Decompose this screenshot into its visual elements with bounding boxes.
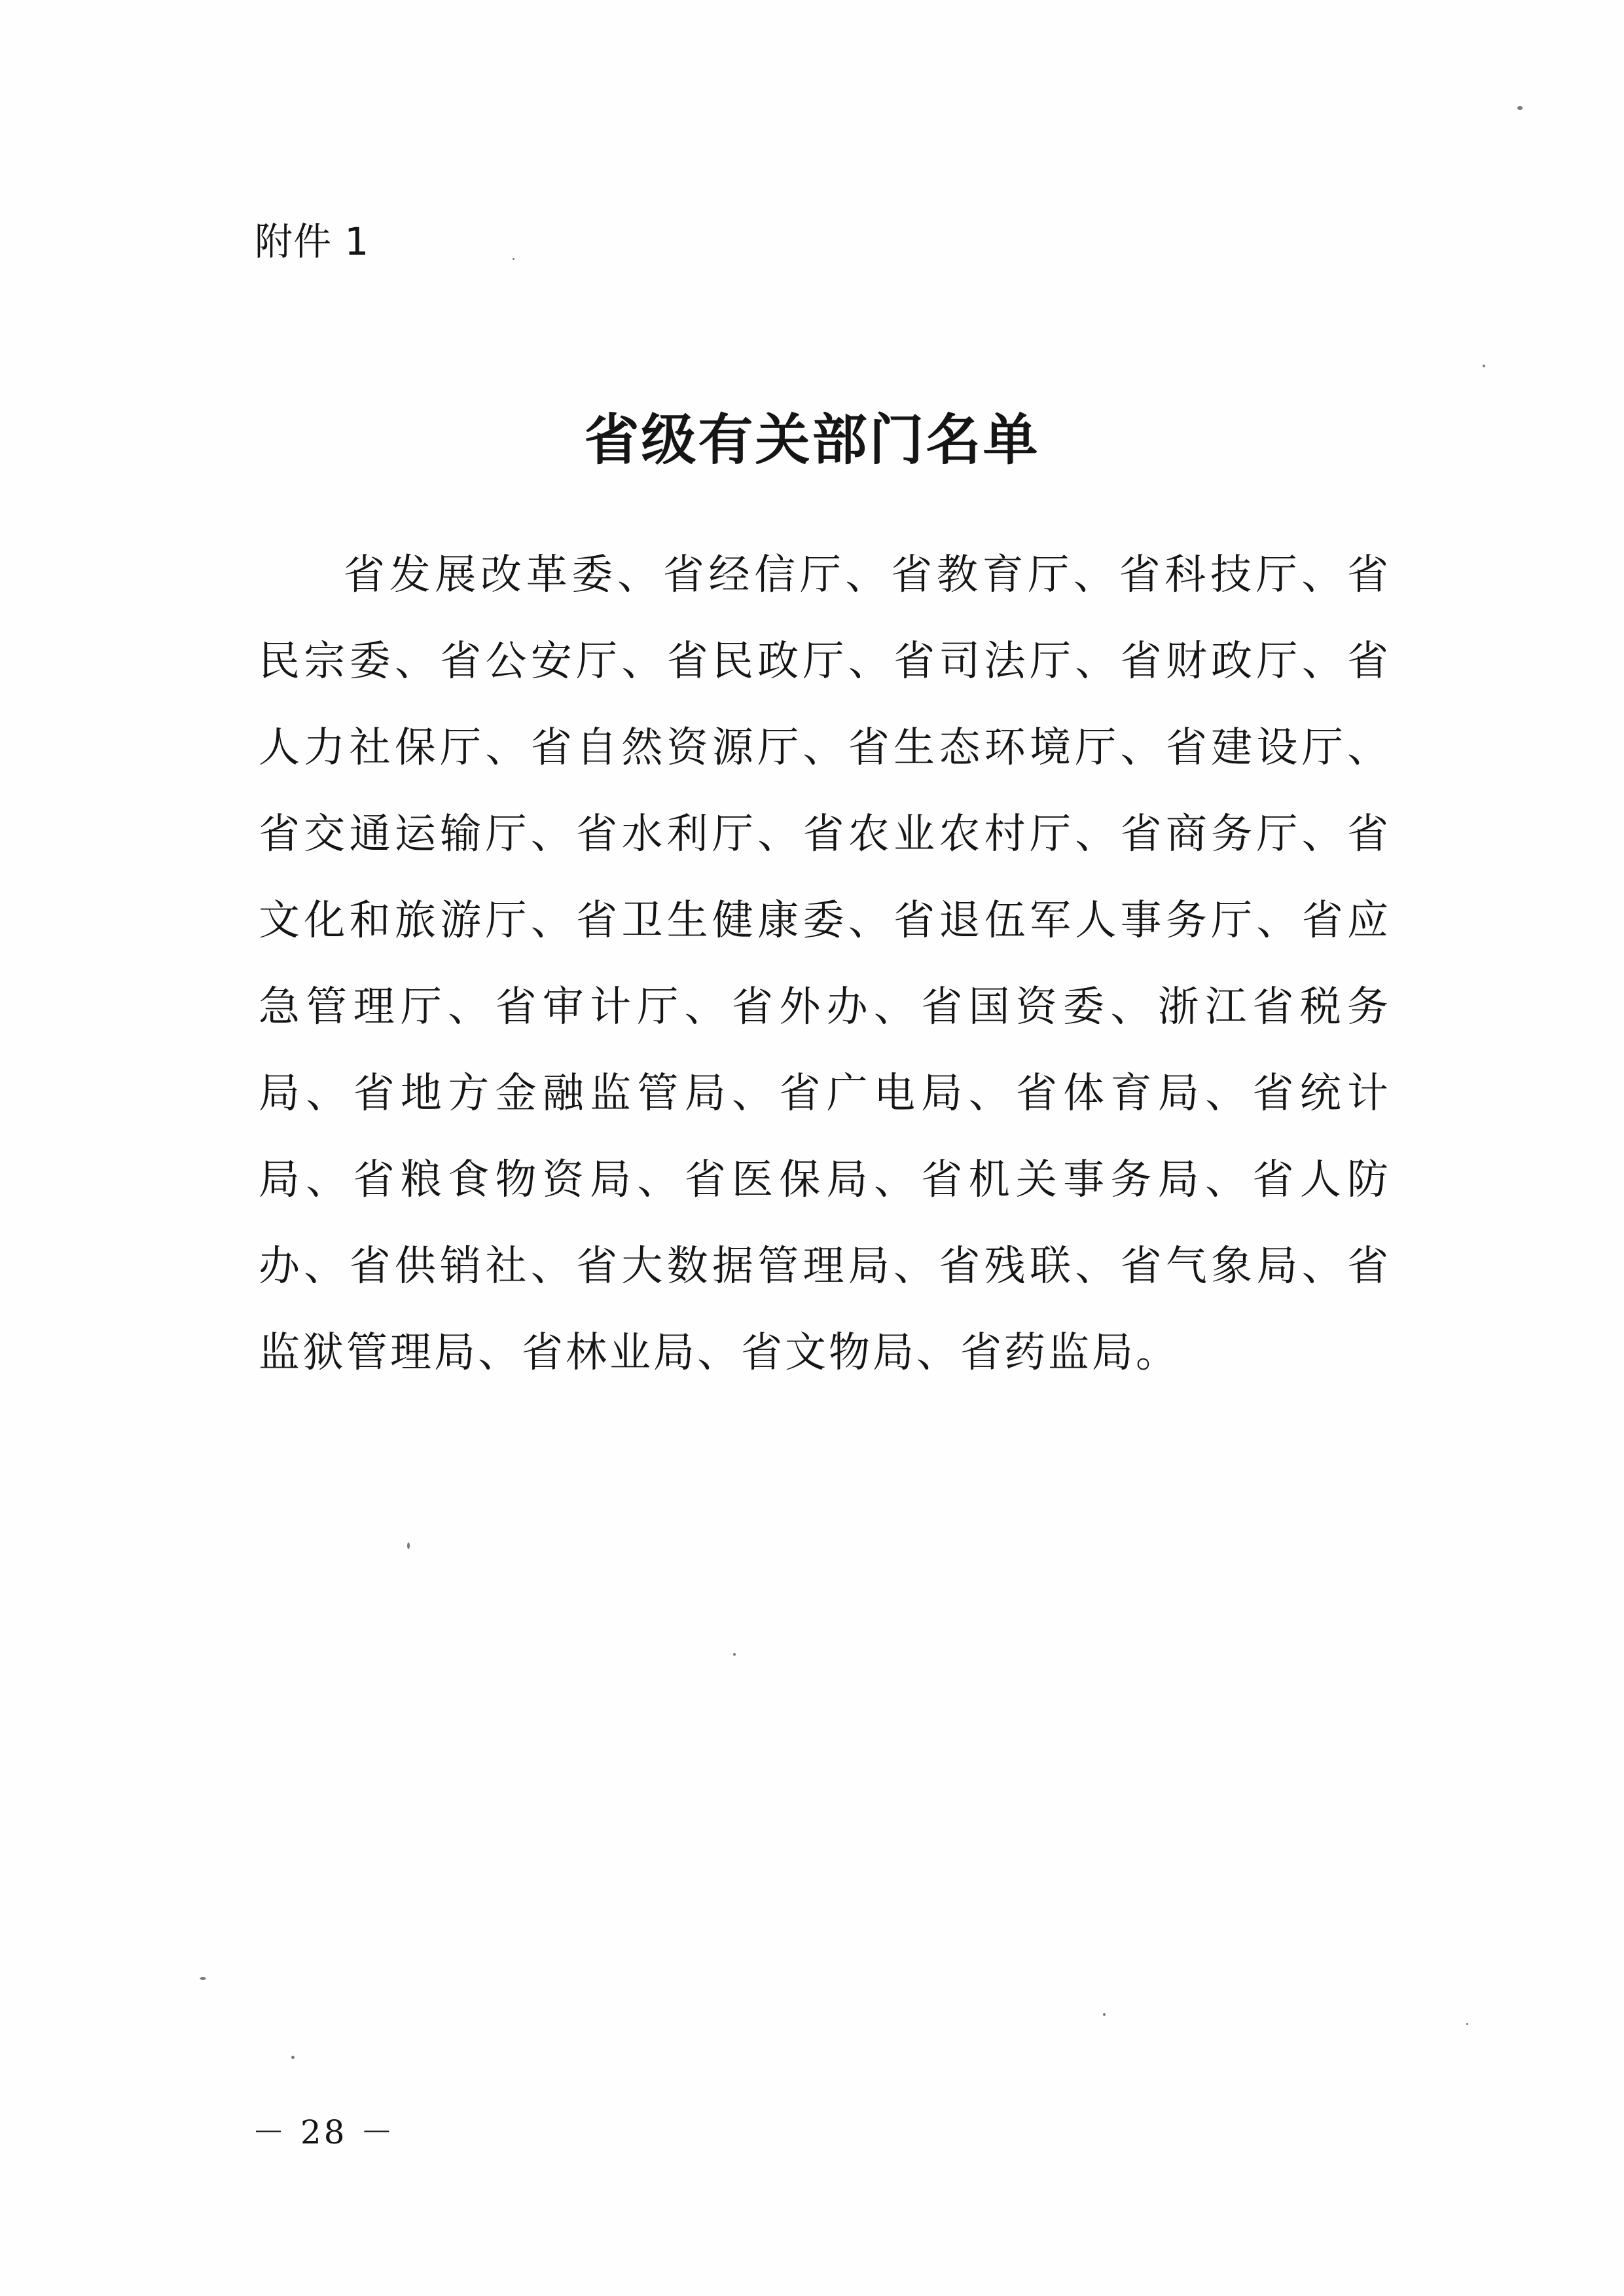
scan-speck	[1483, 365, 1485, 367]
scan-speck	[200, 1977, 206, 1980]
scan-speck	[1466, 2023, 1468, 2025]
scan-speck	[1103, 2013, 1106, 2016]
document-title: 省级有关部门名单	[584, 407, 1040, 472]
scan-speck	[733, 1653, 736, 1656]
attachment-label: 附件 1	[255, 219, 370, 264]
page-number: － 28 －	[252, 2113, 396, 2151]
department-list-paragraph: 省发展改革委、省经信厅、省教育厅、省科技厅、省民宗委、省公安厅、省民政厅、省司法厅、省财政厅、省人力社保厅、省自然资源厅、省生态环境厅、省建设厅、省交通运输厅、省水利厅、省农业农村厅、省商务厅、省文化和旅游厅、省卫生健康委、省退伍军人事务厅、省应急管理厅、省审计厅、省外办、省国资委、浙江省税务局、省地方金融监管局、省广电局、省体育局、省统计局、省粮食物资局、省医保局、省机关事务局、省人防办、省供销社、省大数据管理局、省残联、省气象局、省监狱管理局、省林业局、省文物局、省药监局。	[259, 551, 1391, 1376]
scan-speck	[1517, 106, 1523, 110]
scan-speck	[407, 1542, 410, 1549]
scan-speck	[513, 258, 514, 260]
scan-speck	[291, 2056, 295, 2059]
